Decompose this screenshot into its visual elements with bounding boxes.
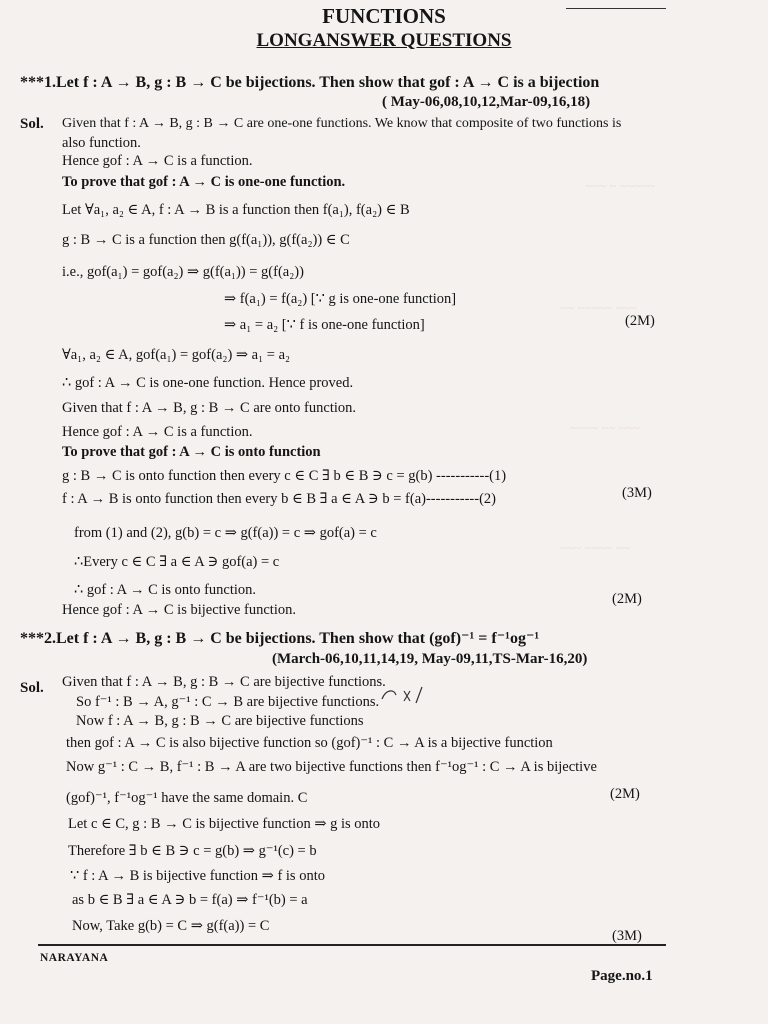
- question-2: ***2.Let f : A → B, g : B → C be bijections. Then show that (gof)⁻¹ = f⁻¹og⁻¹: [20, 630, 540, 647]
- footer-rule: [38, 944, 666, 946]
- sol1-line: from (1) and (2), g(b) = c ⇒ g(f(a)) = c ⇒ gof(a) = c: [74, 525, 377, 541]
- question-1: ***1.Let f : A → B, g : B → C be bijections. Then show that gof : A → C is a bijection: [20, 74, 600, 91]
- sol1-line: ∴ gof : A → C is one-one function. Hence proved.: [62, 375, 354, 391]
- sol1-line: Given that f : A → B, g : B → C are one-one functions. We know that composite of two functions is: [62, 116, 622, 131]
- sol2-line: Now g⁻¹ : C → B, f⁻¹ : B → A are two bijective functions then f⁻¹og⁻¹ : C → A is bijective: [66, 759, 597, 775]
- sol1-line: Hence gof : A → C is a function.: [62, 153, 253, 169]
- bleed-through-text: ~~~ ~~~~ ~~: [560, 540, 630, 555]
- page-number: Page.no.1: [591, 968, 653, 984]
- sol1-line: ∴Every c ∈ C ∃ a ∈ A ∋ gof(a) = c: [74, 554, 280, 570]
- question-1-years: ( May-06,08,10,12,Mar-09,16,18): [382, 94, 591, 110]
- bleed-through-text: ~~~ ~ ~~~~~: [585, 178, 655, 193]
- solution-1-label: Sol.: [20, 116, 44, 132]
- sol2-line: Let c ∈ C, g : B → C is bijective function ⇒ g is onto: [68, 816, 381, 832]
- marks-label: (2M): [625, 313, 655, 329]
- sol2-line: as b ∈ B ∃ a ∈ A ∋ b = f(a) ⇒ f⁻¹(b) = a: [72, 892, 308, 908]
- sol1-line: also function.: [62, 135, 141, 151]
- sol2-line: So f⁻¹ : B → A, g⁻¹ : C → B are bijective functions.: [76, 694, 380, 710]
- sol1-line: Given that f : A → B, g : B → C are onto function.: [62, 400, 357, 416]
- page-subtitle: LONGANSWER QUESTIONS: [256, 30, 512, 51]
- sol2-line: Given that f : A → B, g : B → C are bijective functions.: [62, 674, 386, 690]
- sol1-line: ∴ gof : A → C is onto function.: [74, 582, 257, 598]
- marks-label: (2M): [610, 786, 640, 802]
- sol2-line: (gof)⁻¹, f⁻¹og⁻¹ have the same domain. C: [66, 790, 308, 806]
- solution-2-label: Sol.: [20, 680, 44, 696]
- sol1-line: To prove that gof : A → C is one-one function.: [62, 174, 346, 190]
- sol2-line: ∵ f : A → B is bijective function ⇒ f is onto: [70, 868, 325, 884]
- sol1-line: To prove that gof : A → C is onto function: [62, 444, 321, 460]
- sol1-line: g : B → C is a function then g(f(a₁)), g(f(a₂)) ∈ C: [62, 232, 350, 248]
- sol1-line: f : A → B is onto function then every b ∈ B ∃ a ∈ A ∋ b = f(a)-----------(2): [62, 491, 497, 507]
- bleed-through-text: ~~ ~~~~~ ~~~: [560, 300, 637, 315]
- sol1-line: g : B → C is onto function then every c ∈ C ∃ b ∈ B ∋ c = g(b) -----------(1): [62, 468, 507, 484]
- sol1-line: Hence gof : A → C is bijective function.: [62, 602, 296, 618]
- marks-label: (3M): [622, 485, 652, 501]
- sol1-line: i.e., gof(a₁) = gof(a₂) ⇒ g(f(a₁)) = g(f(a₂)): [62, 264, 304, 280]
- sol1-line: ∀a₁, a₂ ∈ A, gof(a₁) = gof(a₂) ⇒ a₁ = a₂: [62, 347, 291, 363]
- marks-label: (2M): [612, 591, 642, 607]
- bleed-through-text: ~~~~ ~~ ~~~: [570, 420, 640, 435]
- sol1-line: Let ∀a₁, a₂ ∈ A, f : A → B is a function then f(a₁), f(a₂) ∈ B: [62, 202, 410, 218]
- sol2-line: Now, Take g(b) = C ⇒ g(f(a)) = C: [72, 918, 270, 934]
- question-2-years: (March-06,10,11,14,19, May-09,11,TS-Mar-16,20): [272, 651, 588, 667]
- page-title: FUNCTIONS: [322, 4, 446, 28]
- sol2-line: Now f : A → B, g : B → C are bijective functions: [76, 713, 364, 729]
- handwritten-scribble-icon: [376, 683, 456, 705]
- publisher-name: NARAYANA: [40, 952, 109, 964]
- sol1-line: Hence gof : A → C is a function.: [62, 424, 253, 440]
- sol1-line: ⇒ a₁ = a₂ [∵ f is one-one function]: [224, 317, 425, 333]
- marks-label: (3M): [612, 928, 642, 944]
- sol2-line: Therefore ∃ b ∈ B ∋ c = g(b) ⇒ g⁻¹(c) = b: [68, 843, 317, 859]
- sol2-line: then gof : A → C is also bijective function so (gof)⁻¹ : C → A is a bijective function: [66, 735, 553, 751]
- sol1-line: ⇒ f(a₁) = f(a₂) [∵ g is one-one function]: [224, 291, 457, 307]
